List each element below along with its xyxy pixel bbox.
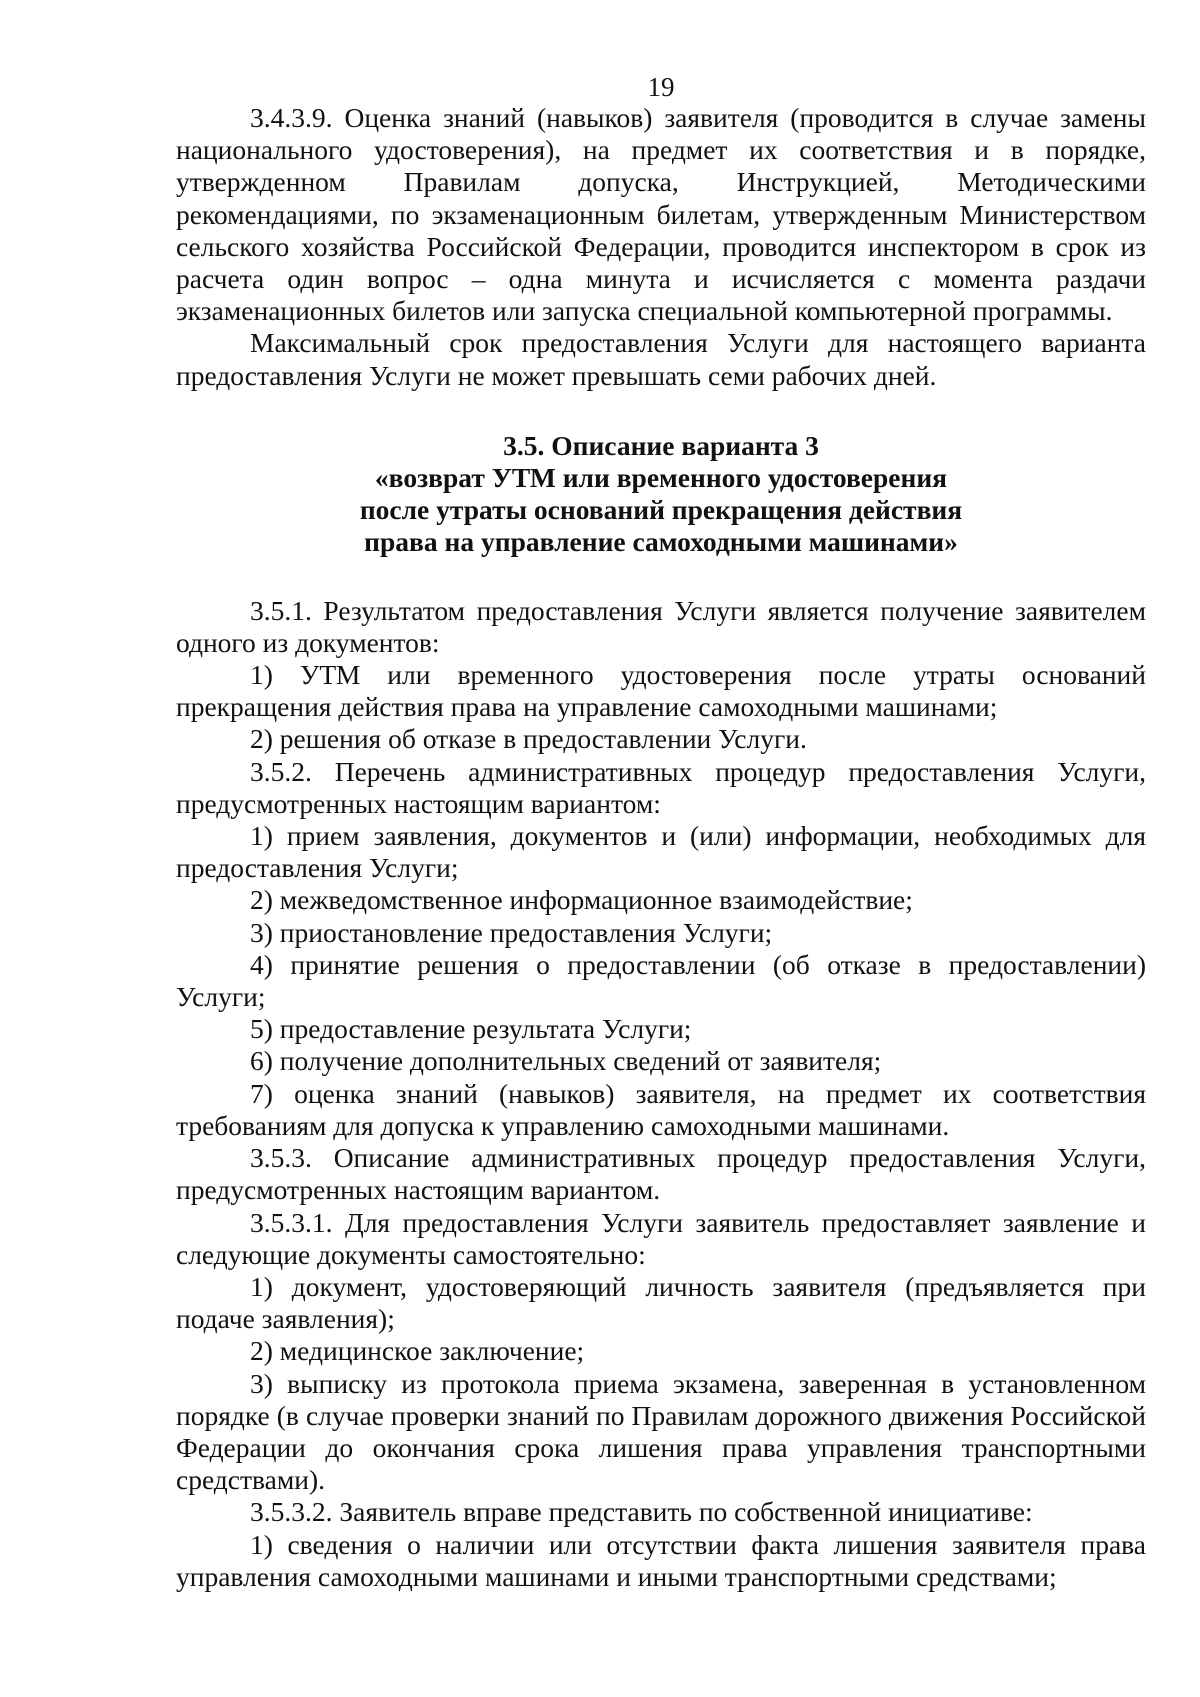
section-title-line: после утраты оснований прекращения действия xyxy=(359,494,963,526)
paragraph-max-term: Максимальный срок предоставления Услуги для настоящего варианта предоставления Услуги не может превышать семи рабочих дней. xyxy=(176,327,1146,391)
paragraph-3-5-3: 3.5.3. Описание административных процедур предоставления Услуги, предусмотренных настоящим вариантом. xyxy=(176,1142,1146,1206)
list-item: 1) сведения о наличии или отсутствии факта лишения заявителя права управления самоходными машинами и иными транспортными средствами; xyxy=(176,1528,1146,1592)
list-item: 5) предоставление результата Услуги; xyxy=(250,1013,692,1045)
list-item: 7) оценка знаний (навыков) заявителя, на предмет их соответствия требованиям для допуска к управлению самоходными машинами. xyxy=(176,1077,1146,1141)
list-item: 1) прием заявления, документов и (или) информации, необходимых для предоставления Услуги; xyxy=(176,820,1146,884)
document-page xyxy=(176,72,1146,1593)
paragraph-3-5-2: 3.5.2. Перечень административных процедур предоставления Услуги, предусмотренных настоящим вариантом: xyxy=(176,755,1146,819)
paragraph-3-4-3-9: 3.4.3.9. Оценка знаний (навыков) заявителя (проводится в случае замены национального удостоверения), на предмет их соответствия и в порядке, утвержденном Правилам допуска, Инструкцией, Методическими рекомендациями, по экзаменационным билетам, утвержденным Министерством сельского хозяйства Российской Федерации, проводится инспектором в срок из расчета один вопрос – одна минута и исчисляется с момента раздачи экзаменационных билетов или запуска специальной компьютерной программы. xyxy=(176,102,1146,327)
paragraph-3-5-3-2: 3.5.3.2. Заявитель вправе представить по собственной инициативе: xyxy=(250,1496,1033,1528)
list-item: 4) принятие решения о предоставлении (об отказе в предоставлении) Услуги; xyxy=(176,948,1146,1013)
list-item: 3) выписку из протокола приема экзамена, заверенная в установленном порядке (в случае проверки знаний по Правилам дорожного движения Российской Федерации до окончания срока лишения права управления транспортными средствами). xyxy=(176,1367,1146,1496)
list-item: 1) документ, удостоверяющий личность заявителя (предъявляется при подаче заявления); xyxy=(176,1270,1146,1335)
page-number: 19 xyxy=(647,72,675,102)
paragraph-3-5-3-1: 3.5.3.1. Для предоставления Услуги заявитель предоставляет заявление и следующие документы самостоятельно: xyxy=(176,1206,1146,1270)
section-title-line: «возврат УТМ или временного удостоверения xyxy=(374,462,948,494)
list-item: 6) получение дополнительных сведений от заявителя; xyxy=(250,1045,882,1077)
list-item: 2) медицинское заключение; xyxy=(250,1335,585,1367)
section-title-line: 3.5. Описание варианта 3 xyxy=(503,429,819,461)
list-item: 3) приостановление предоставления Услуги; xyxy=(250,916,773,948)
section-title-3-5 xyxy=(176,430,1146,559)
list-item: 1) УТМ или временного удостоверения после утраты оснований прекращения действия права на управление самоходными машинами; xyxy=(176,659,1146,723)
list-item: 2) межведомственное информационное взаимодействие; xyxy=(250,884,913,916)
section-title-line: права на управление самоходными машинами» xyxy=(364,526,958,558)
paragraph-3-5-1: 3.5.1. Результатом предоставления Услуги является получение заявителем одного из документов: xyxy=(176,594,1146,658)
list-item: 2) решения об отказе в предоставлении Услуги. xyxy=(250,723,807,755)
